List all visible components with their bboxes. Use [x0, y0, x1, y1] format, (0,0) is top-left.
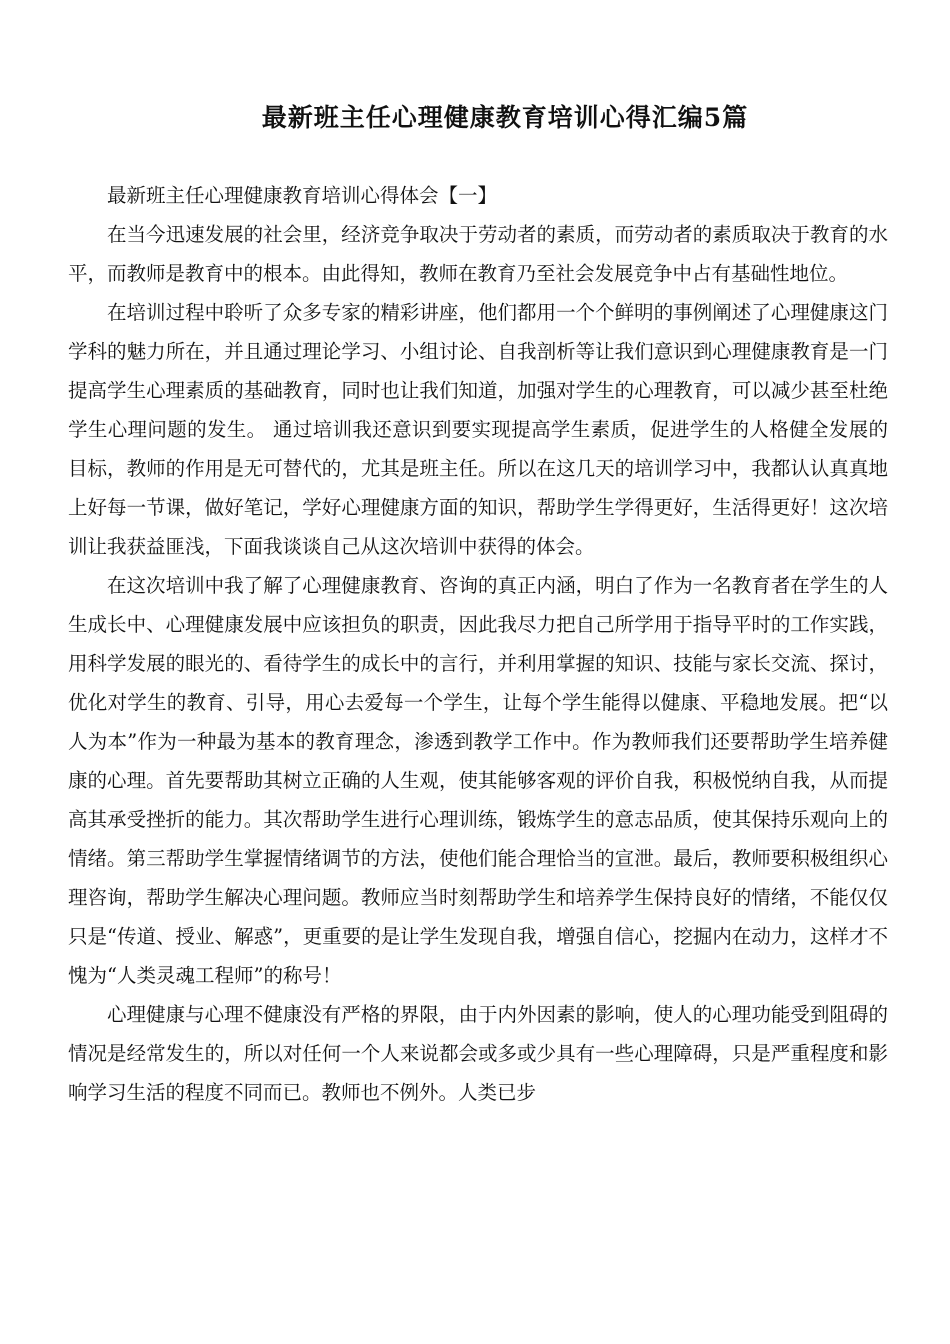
paragraph-3: 在这次培训中我了解了心理健康教育、咨询的真正内涵，明白了作为一名教育者在学生的人生成长中、心理健康发展中应该担负的职责，因此我尽力把自己所学用于指导平时的工作实践，用科学发展的眼光的、看待学生的成长中的言行，并利用掌握的知识、技能与家长交流、探讨，优化对学生的教育、引导，用心去爱每一个学生，让每个学生能得以健康、平稳地发展。把“以人为本”作为一种最为基本的教育理念，渗透到教学工作中。作为教师我们还要帮助学生培养健康的心理。首先要帮助其树立正确的人生观，使其能够客观的评价自我，积极悦纳自我，从而提高其承受挫折的能力。其次帮助学生进行心理训练，锻炼学生的意志品质，使其保持乐观向上的情绪。第三帮助学生掌握情绪调节的方法，使他们能合理恰当的宣泄。最后，教师要积极组织心理咨询，帮助学生解决心理问题。教师应当时刻帮助学生和培养学生保持良好的情绪，不能仅仅只是“传道、授业、解惑”，更重要的是让学生发现自我，增强自信心，挖掘内在动力，这样才不愧为“人类灵魂工程师”的称号！ — [68, 574, 888, 987]
document-body — [68, 176, 888, 1112]
section-heading: 最新班主任心理健康教育培训心得体会【一】 — [107, 184, 498, 207]
paragraph-2: 在培训过程中聆听了众多专家的精彩讲座，他们都用一个个鲜明的事例阐述了心理健康这门学科的魅力所在，并且通过理论学习、小组讨论、自我剖析等让我们意识到心理健康教育是一门提高学生心理素质的基础教育，同时也让我们知道，加强对学生的心理教育，可以减少甚至杜绝学生心理问题的发生。 通过培训我还意识到要实现提高学生素质，促进学生的人格健全发展的目标，教师的作用是无可替代的，尤其是班主任。所以在这几天的培训学习中，我都认认真真地上好每一节课，做好笔记，学好心理健康方面的知识，帮助学生学得更好，生活得更好！这次培训让我获益匪浅，下面我谈谈自己从这次培训中获得的体会。 — [68, 301, 888, 558]
paragraph-1: 在当今迅速发展的社会里，经济竞争取决于劳动者的素质，而劳动者的素质取决于教育的水平，而教师是教育中的根本。由此得知，教师在教育乃至社会发展竞争中占有基础性地位。 — [68, 223, 888, 285]
paragraph-4: 心理健康与心理不健康没有严格的界限，由于内外因素的影响，使人的心理功能受到阻碍的情况是经常发生的，所以对任何一个人来说都会或多或少具有一些心理障碍，只是严重程度和影响学习生活的程度不同而已。教师也不例外。人类已步 — [68, 1003, 888, 1104]
document-title: 最新班主任心理健康教育培训心得汇编5篇 — [261, 103, 749, 132]
